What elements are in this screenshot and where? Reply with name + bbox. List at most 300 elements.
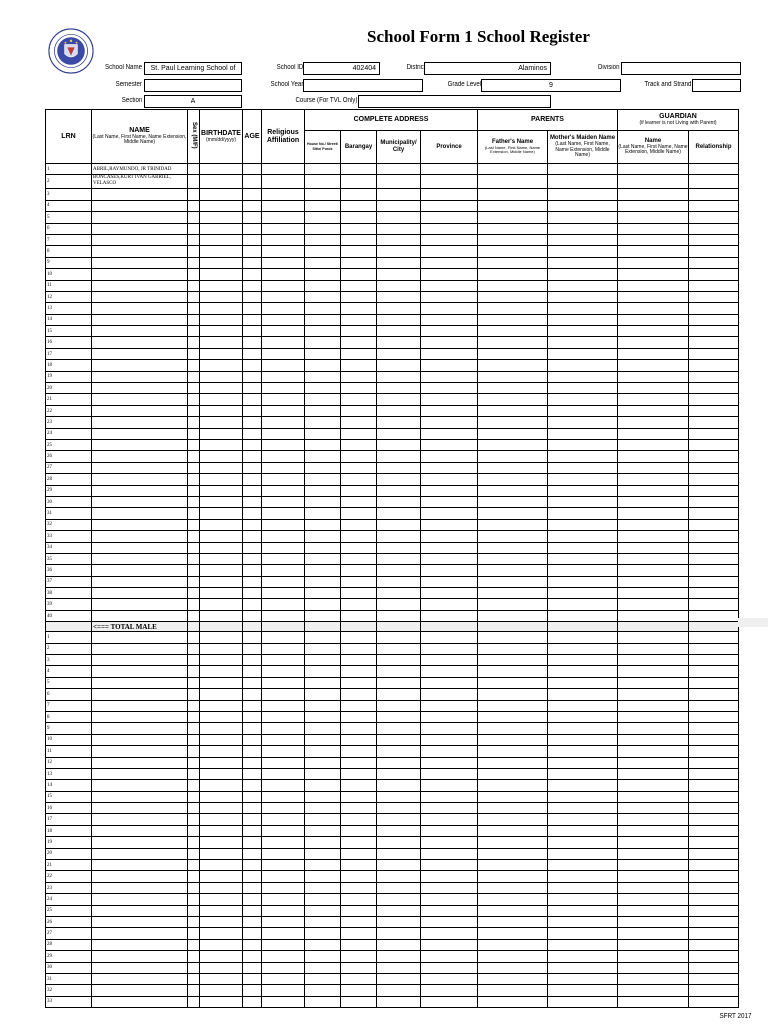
male-learner-cell[interactable] [243,212,262,223]
female-learner-cell[interactable] [188,882,200,893]
female-learner-cell[interactable] [243,837,262,848]
female-learner-cell[interactable] [243,711,262,722]
female-learner-cell[interactable] [262,871,305,882]
female-learner-cell[interactable] [305,723,341,734]
female-learner-cell[interactable] [305,757,341,768]
male-learner-cell[interactable] [200,588,243,599]
female-learner-cell[interactable] [421,860,478,871]
female-learner-cell[interactable] [305,837,341,848]
male-learner-cell[interactable] [421,394,478,405]
female-learner-cell[interactable] [421,723,478,734]
male-learner-cell[interactable] [689,576,739,587]
male-learner-cell[interactable] [341,485,377,496]
male-learner-cell[interactable] [548,531,618,542]
female-learner-cell[interactable] [262,700,305,711]
male-learner-name-cell[interactable] [92,314,188,325]
male-learner-cell[interactable] [188,200,200,211]
male-learner-cell[interactable] [689,588,739,599]
female-learner-cell[interactable] [377,825,421,836]
female-learner-cell[interactable] [548,643,618,654]
male-learner-cell[interactable] [200,576,243,587]
female-learner-cell[interactable] [188,985,200,996]
male-learner-cell[interactable] [243,496,262,507]
male-learner-cell[interactable] [188,348,200,359]
male-learner-cell[interactable] [243,175,262,189]
male-learner-cell[interactable] [341,371,377,382]
male-learner-cell[interactable] [341,451,377,462]
female-learner-cell[interactable] [478,973,548,984]
female-learner-cell[interactable] [262,939,305,950]
male-learner-name-cell[interactable] [92,234,188,245]
male-learner-cell[interactable] [478,531,548,542]
male-learner-name-cell[interactable] [92,508,188,519]
female-learner-cell[interactable] [478,996,548,1007]
male-learner-cell[interactable] [243,553,262,564]
male-learner-cell[interactable] [421,405,478,416]
male-learner-name-cell[interactable] [92,257,188,268]
male-learner-cell[interactable] [200,314,243,325]
male-learner-cell[interactable] [188,439,200,450]
female-learner-cell[interactable] [548,882,618,893]
male-learner-cell[interactable] [618,291,689,302]
female-learner-cell[interactable] [618,632,689,643]
female-learner-cell[interactable] [305,848,341,859]
male-learner-cell[interactable] [188,212,200,223]
female-learner-name-cell[interactable] [92,871,188,882]
male-learner-cell[interactable] [618,428,689,439]
male-learner-cell[interactable] [478,553,548,564]
male-learner-cell[interactable] [548,189,618,200]
male-learner-cell[interactable] [689,234,739,245]
male-learner-cell[interactable] [188,257,200,268]
female-learner-name-cell[interactable] [92,917,188,928]
male-learner-cell[interactable] [689,451,739,462]
female-learner-cell[interactable] [200,689,243,700]
male-learner-cell[interactable] [689,164,739,175]
male-learner-cell[interactable] [188,474,200,485]
female-learner-cell[interactable] [618,757,689,768]
female-learner-cell[interactable] [341,711,377,722]
female-learner-cell[interactable] [200,746,243,757]
female-learner-cell[interactable] [341,677,377,688]
male-learner-cell[interactable] [421,519,478,530]
male-learner-name-cell[interactable] [92,531,188,542]
female-learner-cell[interactable] [478,666,548,677]
male-learner-cell[interactable] [262,326,305,337]
female-learner-cell[interactable] [262,666,305,677]
male-learner-cell[interactable] [243,485,262,496]
female-learner-name-cell[interactable] [92,837,188,848]
male-learner-cell[interactable] [341,428,377,439]
female-learner-cell[interactable] [478,985,548,996]
male-learner-cell[interactable] [618,531,689,542]
female-learner-cell[interactable] [618,871,689,882]
male-learner-cell[interactable] [341,246,377,257]
male-learner-cell[interactable] [200,451,243,462]
male-learner-cell[interactable] [478,360,548,371]
male-learner-cell[interactable] [341,519,377,530]
male-learner-cell[interactable] [200,428,243,439]
male-learner-cell[interactable] [305,269,341,280]
male-learner-cell[interactable] [421,508,478,519]
male-learner-cell[interactable] [548,371,618,382]
male-learner-cell[interactable] [478,175,548,189]
female-learner-cell[interactable] [200,894,243,905]
male-learner-cell[interactable] [377,303,421,314]
female-learner-cell[interactable] [377,814,421,825]
male-learner-cell[interactable] [548,599,618,610]
female-learner-cell[interactable] [618,791,689,802]
female-learner-cell[interactable] [421,791,478,802]
male-learner-cell[interactable] [478,246,548,257]
female-learner-cell[interactable] [341,996,377,1007]
female-learner-cell[interactable] [341,917,377,928]
male-learner-cell[interactable] [243,383,262,394]
female-learner-cell[interactable] [262,734,305,745]
male-learner-cell[interactable] [421,257,478,268]
male-learner-cell[interactable] [243,314,262,325]
female-learner-cell[interactable] [421,700,478,711]
male-learner-cell[interactable] [305,164,341,175]
female-learner-cell[interactable] [341,666,377,677]
male-learner-cell[interactable] [689,565,739,576]
male-learner-cell[interactable] [377,326,421,337]
male-learner-cell[interactable] [341,394,377,405]
female-learner-cell[interactable] [262,632,305,643]
male-learner-cell[interactable] [548,291,618,302]
male-learner-cell[interactable] [305,542,341,553]
female-learner-cell[interactable] [421,837,478,848]
female-learner-cell[interactable] [421,814,478,825]
male-learner-cell[interactable] [262,303,305,314]
male-learner-cell[interactable] [200,519,243,530]
male-learner-name-cell[interactable] [92,246,188,257]
female-learner-cell[interactable] [377,711,421,722]
male-learner-cell[interactable] [618,360,689,371]
female-learner-cell[interactable] [262,905,305,916]
female-learner-cell[interactable] [243,643,262,654]
female-learner-cell[interactable] [305,655,341,666]
male-learner-cell[interactable] [618,175,689,189]
male-learner-cell[interactable] [200,200,243,211]
female-learner-cell[interactable] [262,996,305,1007]
female-learner-name-cell[interactable] [92,973,188,984]
male-learner-cell[interactable] [478,223,548,234]
female-learner-cell[interactable] [478,677,548,688]
female-learner-cell[interactable] [618,746,689,757]
male-learner-cell[interactable] [188,303,200,314]
female-learner-cell[interactable] [689,985,739,996]
female-learner-cell[interactable] [377,791,421,802]
male-learner-cell[interactable] [478,542,548,553]
male-learner-cell[interactable] [188,394,200,405]
male-learner-cell[interactable] [305,303,341,314]
female-learner-cell[interactable] [377,882,421,893]
male-learner-name-cell[interactable] [92,337,188,348]
male-learner-cell[interactable] [618,588,689,599]
male-learner-cell[interactable] [188,223,200,234]
female-learner-cell[interactable] [200,780,243,791]
male-learner-cell[interactable] [689,189,739,200]
female-learner-cell[interactable] [188,723,200,734]
female-learner-cell[interactable] [262,894,305,905]
female-learner-cell[interactable] [478,757,548,768]
female-learner-cell[interactable] [421,825,478,836]
male-learner-cell[interactable] [421,599,478,610]
male-learner-cell[interactable] [478,519,548,530]
female-learner-cell[interactable] [377,996,421,1007]
male-learner-cell[interactable] [305,439,341,450]
female-learner-cell[interactable] [243,985,262,996]
grade-level-field[interactable]: 9 [481,79,621,92]
male-learner-cell[interactable] [188,234,200,245]
female-learner-name-cell[interactable] [92,768,188,779]
male-learner-cell[interactable] [188,610,200,621]
male-learner-cell[interactable] [262,360,305,371]
female-learner-cell[interactable] [341,655,377,666]
female-learner-cell[interactable] [243,871,262,882]
male-learner-cell[interactable] [305,257,341,268]
male-learner-cell[interactable] [188,519,200,530]
female-learner-cell[interactable] [188,666,200,677]
female-learner-cell[interactable] [689,860,739,871]
female-learner-cell[interactable] [689,962,739,973]
male-learner-cell[interactable] [200,360,243,371]
male-learner-cell[interactable] [262,394,305,405]
male-learner-name-cell[interactable] [92,326,188,337]
female-learner-cell[interactable] [618,643,689,654]
female-learner-cell[interactable] [262,757,305,768]
female-learner-cell[interactable] [618,780,689,791]
female-learner-cell[interactable] [377,860,421,871]
female-learner-cell[interactable] [377,973,421,984]
male-learner-cell[interactable] [618,565,689,576]
female-learner-cell[interactable] [421,768,478,779]
female-learner-cell[interactable] [618,734,689,745]
female-learner-cell[interactable] [305,860,341,871]
female-learner-cell[interactable] [421,666,478,677]
male-learner-cell[interactable] [377,269,421,280]
female-learner-cell[interactable] [478,951,548,962]
male-learner-cell[interactable] [305,291,341,302]
female-learner-cell[interactable] [689,780,739,791]
female-learner-name-cell[interactable] [92,825,188,836]
male-learner-cell[interactable] [548,269,618,280]
female-learner-cell[interactable] [548,917,618,928]
male-learner-cell[interactable] [377,451,421,462]
male-learner-cell[interactable] [618,348,689,359]
female-learner-cell[interactable] [548,723,618,734]
male-learner-name-cell[interactable] [92,519,188,530]
female-learner-cell[interactable] [377,780,421,791]
male-learner-cell[interactable] [377,531,421,542]
male-learner-cell[interactable] [243,542,262,553]
male-learner-cell[interactable] [548,234,618,245]
male-learner-cell[interactable] [421,485,478,496]
female-learner-cell[interactable] [262,689,305,700]
male-learner-cell[interactable] [262,462,305,473]
male-learner-name-cell[interactable] [92,394,188,405]
male-learner-name-cell[interactable] [92,360,188,371]
female-learner-cell[interactable] [305,917,341,928]
female-learner-name-cell[interactable] [92,700,188,711]
male-learner-cell[interactable] [188,599,200,610]
female-learner-name-cell[interactable] [92,894,188,905]
male-learner-cell[interactable] [200,599,243,610]
female-learner-name-cell[interactable] [92,711,188,722]
female-learner-cell[interactable] [689,723,739,734]
male-learner-cell[interactable] [200,508,243,519]
female-learner-cell[interactable] [689,700,739,711]
female-learner-cell[interactable] [618,962,689,973]
male-learner-cell[interactable] [200,234,243,245]
female-learner-cell[interactable] [689,632,739,643]
male-learner-cell[interactable] [200,485,243,496]
male-learner-cell[interactable] [618,542,689,553]
female-learner-cell[interactable] [548,939,618,950]
female-learner-cell[interactable] [377,962,421,973]
male-learner-cell[interactable] [421,234,478,245]
female-learner-name-cell[interactable] [92,791,188,802]
male-learner-cell[interactable] [188,337,200,348]
male-learner-cell[interactable] [305,383,341,394]
male-learner-cell[interactable] [341,360,377,371]
male-learner-cell[interactable] [618,371,689,382]
male-learner-name-cell[interactable] [92,565,188,576]
male-learner-cell[interactable] [305,451,341,462]
male-learner-cell[interactable] [689,303,739,314]
male-learner-cell[interactable] [689,348,739,359]
female-learner-cell[interactable] [200,973,243,984]
female-learner-cell[interactable] [341,894,377,905]
female-learner-cell[interactable] [478,700,548,711]
female-learner-cell[interactable] [243,939,262,950]
male-learner-cell[interactable] [421,164,478,175]
male-learner-cell[interactable] [188,371,200,382]
male-learner-cell[interactable] [478,234,548,245]
male-learner-cell[interactable] [262,383,305,394]
male-learner-cell[interactable] [618,246,689,257]
female-learner-cell[interactable] [200,768,243,779]
male-learner-cell[interactable] [377,337,421,348]
male-learner-cell[interactable] [262,405,305,416]
male-learner-cell[interactable] [618,257,689,268]
male-learner-cell[interactable] [689,474,739,485]
female-learner-cell[interactable] [305,689,341,700]
female-learner-name-cell[interactable] [92,734,188,745]
female-learner-cell[interactable] [618,894,689,905]
male-learner-cell[interactable] [618,326,689,337]
female-learner-cell[interactable] [243,962,262,973]
male-learner-cell[interactable] [548,303,618,314]
female-learner-cell[interactable] [188,917,200,928]
female-learner-cell[interactable] [188,894,200,905]
female-learner-name-cell[interactable] [92,643,188,654]
male-learner-cell[interactable] [548,588,618,599]
male-learner-cell[interactable] [341,269,377,280]
female-learner-cell[interactable] [341,871,377,882]
male-learner-cell[interactable] [341,326,377,337]
female-learner-cell[interactable] [478,962,548,973]
female-learner-cell[interactable] [421,905,478,916]
female-learner-cell[interactable] [618,689,689,700]
female-learner-cell[interactable] [548,848,618,859]
male-learner-cell[interactable] [377,553,421,564]
female-learner-cell[interactable] [305,951,341,962]
male-learner-cell[interactable] [188,405,200,416]
female-learner-cell[interactable] [243,666,262,677]
female-learner-cell[interactable] [200,677,243,688]
male-learner-cell[interactable] [377,175,421,189]
track-strand-field[interactable] [692,79,741,92]
male-learner-cell[interactable] [377,428,421,439]
female-learner-cell[interactable] [421,734,478,745]
female-learner-cell[interactable] [478,860,548,871]
male-learner-cell[interactable] [478,189,548,200]
female-learner-cell[interactable] [689,746,739,757]
male-learner-name-cell[interactable] [92,303,188,314]
female-learner-name-cell[interactable] [92,780,188,791]
male-learner-cell[interactable] [377,383,421,394]
male-learner-cell[interactable] [421,610,478,621]
female-learner-cell[interactable] [188,928,200,939]
female-learner-cell[interactable] [689,677,739,688]
male-learner-cell[interactable] [262,175,305,189]
male-learner-cell[interactable] [262,246,305,257]
male-learner-cell[interactable] [421,246,478,257]
female-learner-cell[interactable] [689,951,739,962]
male-learner-cell[interactable] [377,280,421,291]
male-learner-cell[interactable] [377,542,421,553]
male-learner-cell[interactable] [341,337,377,348]
female-learner-cell[interactable] [548,985,618,996]
female-learner-name-cell[interactable] [92,757,188,768]
male-learner-cell[interactable] [548,417,618,428]
male-learner-cell[interactable] [548,257,618,268]
male-learner-cell[interactable] [377,599,421,610]
male-learner-cell[interactable] [548,348,618,359]
male-learner-cell[interactable] [200,405,243,416]
male-learner-name-cell[interactable] [92,291,188,302]
male-learner-cell[interactable] [421,337,478,348]
female-learner-cell[interactable] [478,643,548,654]
female-learner-cell[interactable] [200,917,243,928]
male-learner-cell[interactable] [689,314,739,325]
male-learner-cell[interactable] [689,405,739,416]
male-learner-cell[interactable] [377,189,421,200]
female-learner-cell[interactable] [243,700,262,711]
female-learner-cell[interactable] [548,894,618,905]
female-learner-cell[interactable] [188,655,200,666]
female-learner-cell[interactable] [341,757,377,768]
male-learner-cell[interactable] [548,326,618,337]
female-learner-cell[interactable] [689,928,739,939]
male-learner-cell[interactable] [377,348,421,359]
male-learner-cell[interactable] [243,280,262,291]
female-learner-name-cell[interactable] [92,803,188,814]
female-learner-cell[interactable] [188,860,200,871]
female-learner-cell[interactable] [188,791,200,802]
male-learner-cell[interactable] [200,565,243,576]
female-learner-cell[interactable] [618,951,689,962]
female-learner-cell[interactable] [618,677,689,688]
female-learner-cell[interactable] [262,643,305,654]
male-learner-cell[interactable] [548,462,618,473]
female-learner-cell[interactable] [618,700,689,711]
district-field[interactable]: Alaminos [424,62,551,75]
female-learner-cell[interactable] [548,825,618,836]
female-learner-cell[interactable] [618,768,689,779]
